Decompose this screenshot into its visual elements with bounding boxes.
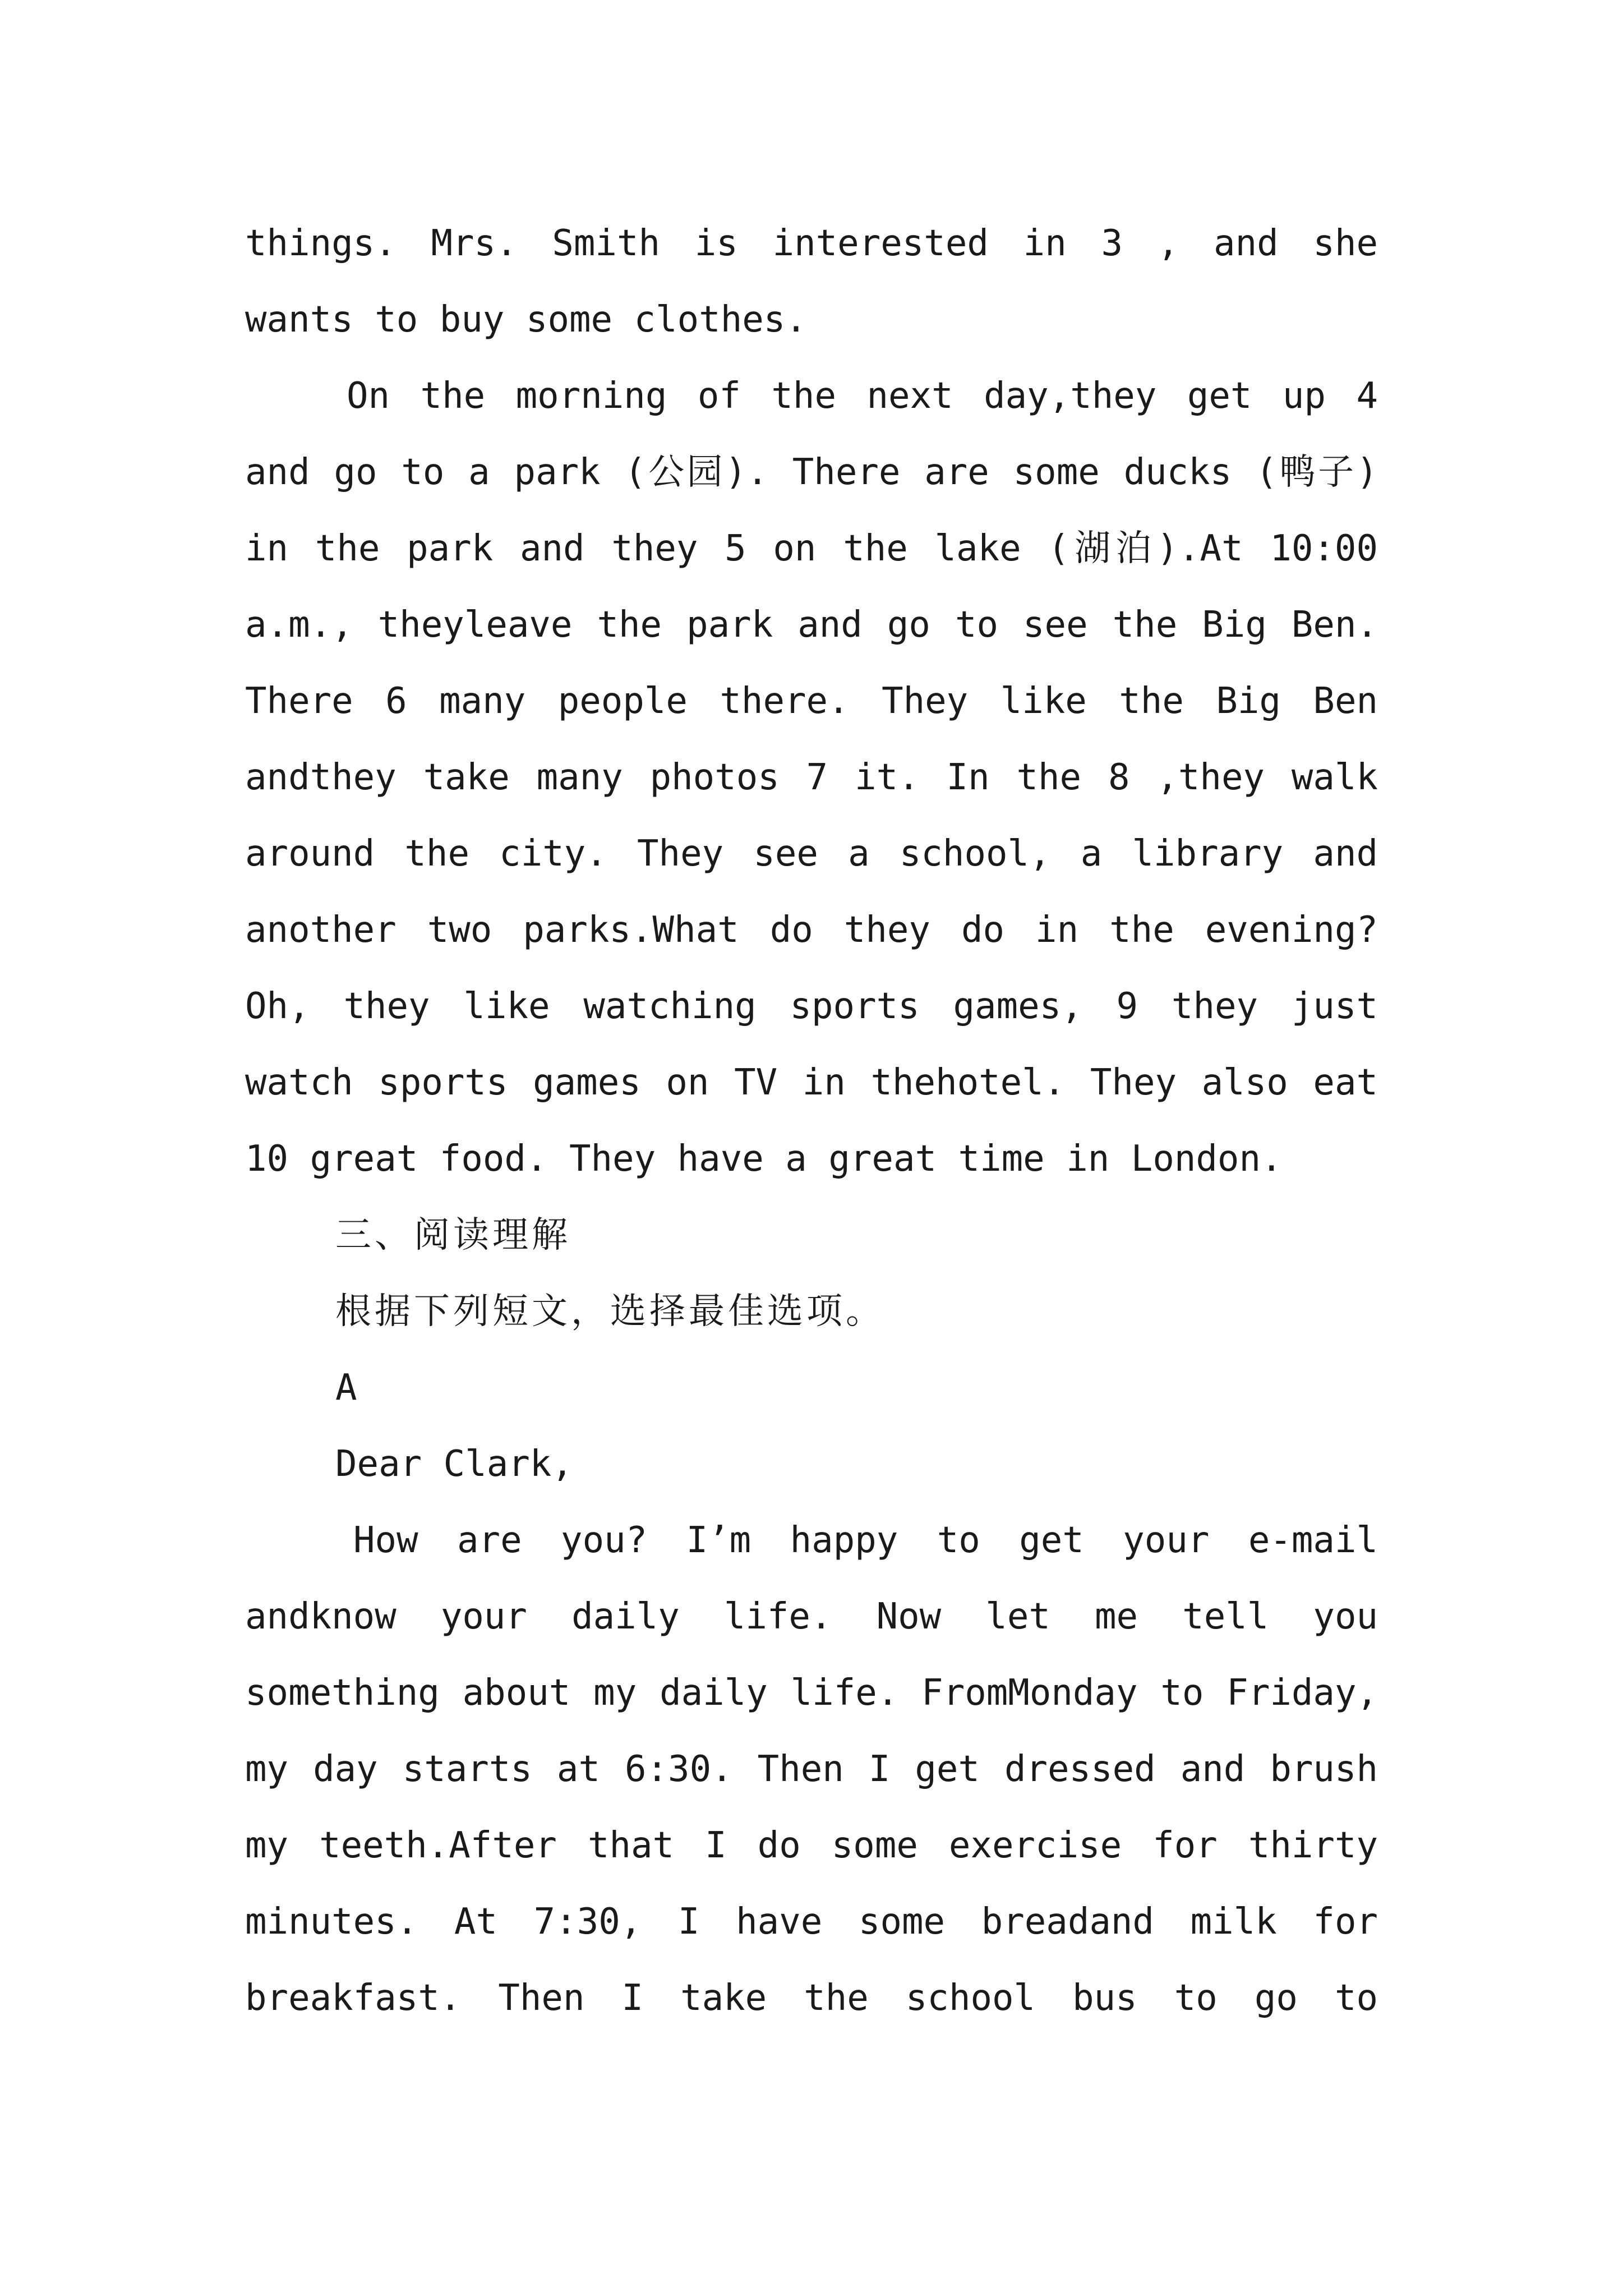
- text-line: in the park and they 5 on the lake (湖泊).At 10:00: [245, 528, 1378, 569]
- letter-greeting: Dear Clark,: [335, 1443, 573, 1485]
- text-line: andknow your daily life. Now let me tell you: [245, 1596, 1378, 1637]
- text-line: Oh, they like watching sports games, 9 they just: [245, 986, 1378, 1027]
- text-line: On the morning of the next day,they get up 4: [347, 375, 1378, 417]
- instruction-text: 根据下列短文，选择最佳选项。: [335, 1291, 885, 1332]
- text-line: wants to buy some clothes.: [245, 299, 807, 341]
- text-line: 10 great food. They have a great time in London.: [245, 1138, 1283, 1180]
- text-line: watch sports games on TV in thehotel. They also eat: [245, 1062, 1378, 1103]
- text-line: things. Mrs. Smith is interested in 3 , and she: [245, 223, 1378, 264]
- text-line: breakfast. Then I take the school bus to go to: [245, 1977, 1378, 2019]
- text-line: another two parks.What do they do in the evening?: [245, 909, 1378, 951]
- passage-label: A: [335, 1367, 357, 1409]
- section-heading: 三、阅读理解: [335, 1214, 571, 1256]
- text-line: a.m., theyleave the park and go to see the Big Ben.: [245, 604, 1378, 646]
- text-line: andthey take many photos 7 it. In the 8 ,they walk: [245, 757, 1378, 798]
- text-line: How are you? I’m happy to get your e-mail: [353, 1520, 1378, 1561]
- text-line: around the city. They see a school, a library and: [245, 833, 1378, 875]
- text-line: my teeth.After that I do some exercise for thirty: [245, 1825, 1378, 1866]
- text-line: something about my daily life. FromMonday to Friday,: [245, 1672, 1378, 1714]
- text-line: my day starts at 6:30. Then I get dressed and brush: [245, 1749, 1378, 1790]
- text-line: minutes. At 7:30, I have some breadand milk for: [245, 1901, 1378, 1943]
- text-line: There 6 many people there. They like the Big Ben: [245, 680, 1378, 722]
- text-line: and go to a park (公园). There are some ducks (鸭子): [245, 452, 1378, 493]
